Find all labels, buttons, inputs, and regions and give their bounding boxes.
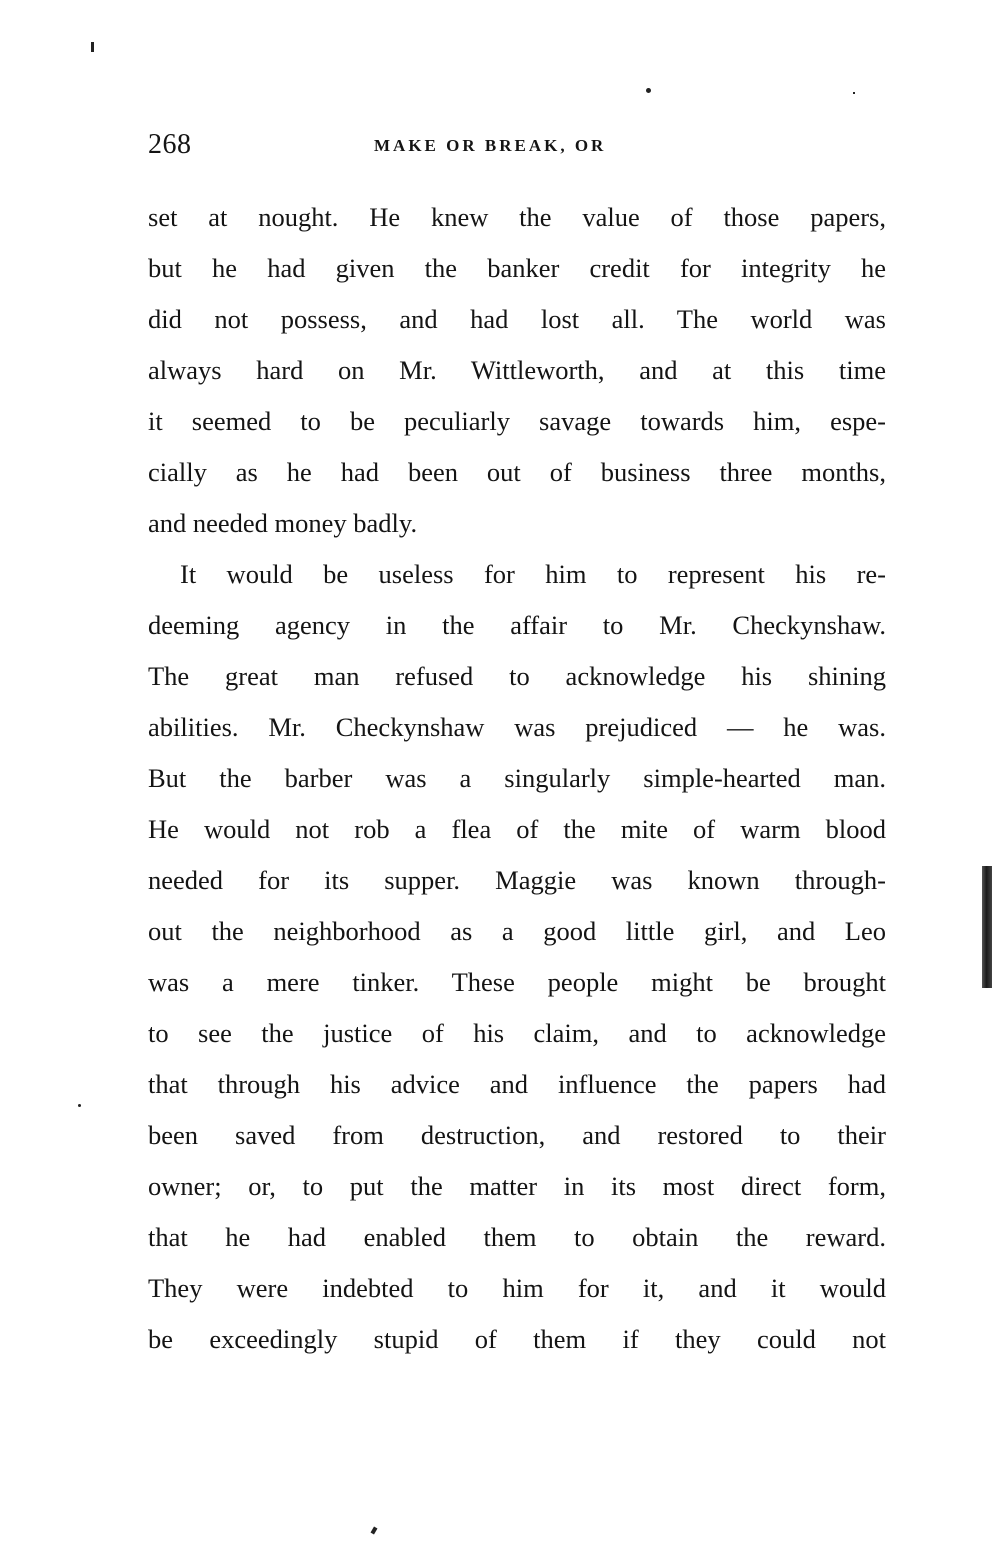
scan-edge-mark [982,866,992,988]
body-text [148,192,886,1365]
text-line: cially as he had been out of business three months, [148,457,886,487]
scan-speck [371,1526,378,1534]
text-line: that through his advice and influence the papers had [148,1069,886,1099]
text-line: and needed money badly. [148,508,418,538]
text-line: was a mere tinker. These people might be brought [148,967,886,997]
page-number: 268 [148,129,192,160]
text-line: did not possess, and had lost all. The world was [148,304,886,334]
text-line: But the barber was a singularly simple-hearted man. [148,763,886,793]
text-line: It would be useless for him to represent his re- [180,559,886,589]
text-line: always hard on Mr. Wittleworth, and at this time [148,355,886,385]
running-title: MAKE OR BREAK, OR [374,136,607,155]
text-line: been saved from destruction, and restored to their [148,1120,886,1150]
text-line: to see the justice of his claim, and to acknowledge [148,1018,886,1048]
text-line: deeming agency in the affair to Mr. Checkynshaw. [148,610,886,640]
paragraph-1 [148,192,886,549]
text-line: needed for its supper. Maggie was known through- [148,865,886,895]
scan-speck [91,42,94,52]
text-line: They were indebted to him for it, and it would [148,1273,886,1303]
running-head [148,128,888,162]
scan-speck [853,92,855,94]
text-line: abilities. Mr. Checkynshaw was prejudiced — he was. [148,712,886,742]
text-line: be exceedingly stupid of them if they could not [148,1324,886,1354]
text-line: it seemed to be peculiarly savage towards him, espe- [148,406,886,436]
text-line: owner; or, to put the matter in its most direct form, [148,1171,886,1201]
text-line: that he had enabled them to obtain the reward. [148,1222,886,1252]
text-line: The great man refused to acknowledge his shining [148,661,886,691]
scan-speck [646,88,651,93]
text-line: He would not rob a flea of the mite of warm blood [148,814,886,844]
text-line: but he had given the banker credit for integrity he [148,253,886,283]
text-line: out the neighborhood as a good little girl, and Leo [148,916,886,946]
scan-speck [78,1104,81,1107]
paragraph-2 [148,549,886,1365]
text-line: set at nought. He knew the value of those papers, [148,202,886,232]
